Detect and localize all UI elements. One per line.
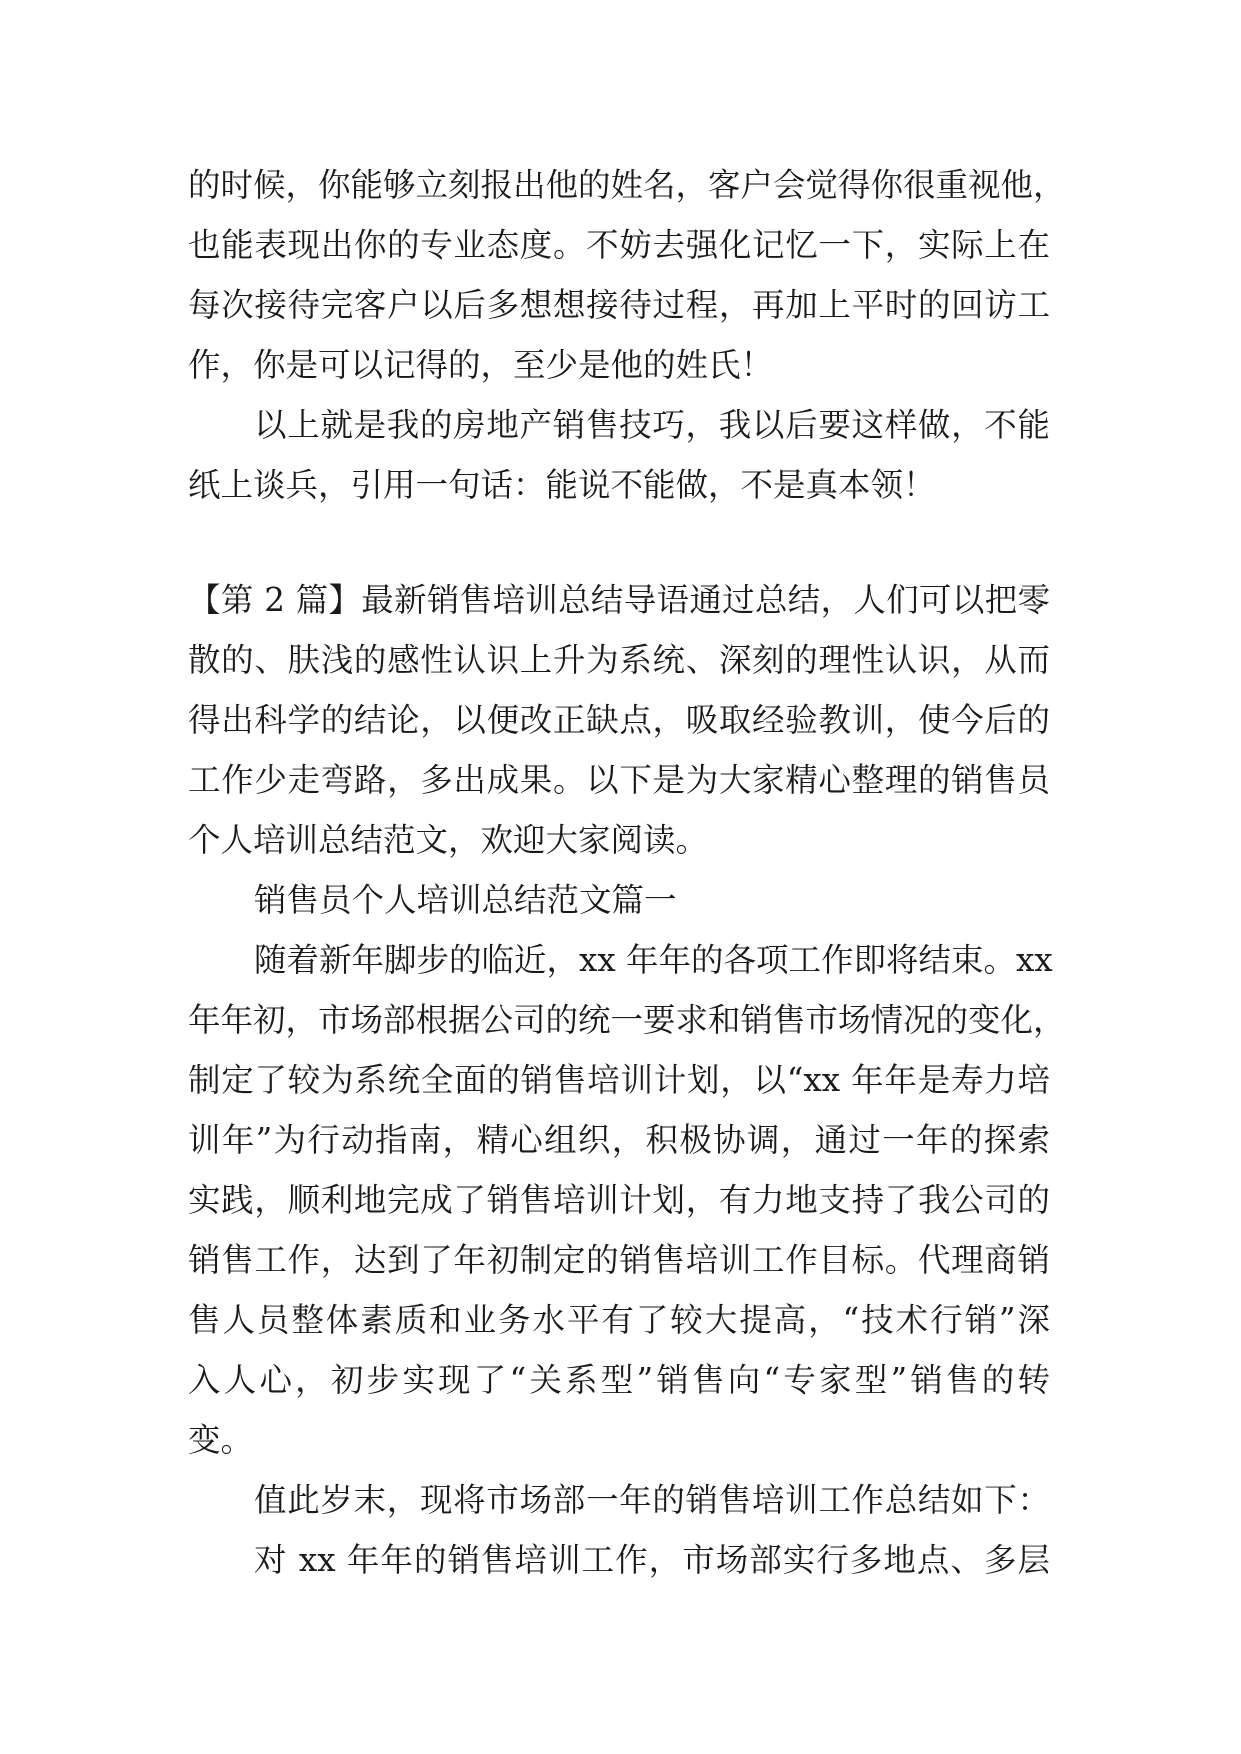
body-text-line: 作，你是可以记得的，至少是他的姓氏！ — [188, 346, 774, 384]
body-text-line: 工作少走弯路，多出成果。以下是为大家精心整理的销售员 — [188, 761, 1050, 799]
body-text-line: 得出科学的结论，以便改正缺点，吸取经验教训，使今后的 — [188, 701, 1050, 739]
body-text-line: 售人员整体素质和业务水平有了较大提高，“技术行销”深 — [188, 1301, 1050, 1339]
body-text-line: 销售工作，达到了年初制定的销售培训工作目标。代理商销 — [188, 1241, 1050, 1279]
body-text-line: 变。 — [188, 1421, 254, 1459]
body-text-line: 值此岁末，现将市场部一年的销售培训工作总结如下： — [254, 1481, 1050, 1519]
body-text-line: 也能表现出你的专业态度。不妨去强化记忆一下，实际上在 — [188, 226, 1050, 264]
body-text-line: 入人心，初步实现了“关系型”销售向“专家型”销售的转 — [188, 1361, 1050, 1399]
article-heading-line: 【第 2 篇】最新销售培训总结导语通过总结，人们可以把零 — [188, 581, 1050, 619]
subheading: 销售员个人培训总结范文篇一 — [254, 881, 677, 919]
body-text-line: 对 xx 年年的销售培训工作，市场部实行多地点、多层 — [254, 1541, 1050, 1579]
body-text-line: 年年初，市场部根据公司的统一要求和销售市场情况的变化， — [188, 1001, 1066, 1039]
body-text-line: 制定了较为系统全面的销售培训计划，以“xx 年年是寿力培 — [188, 1061, 1050, 1099]
body-text-line: 以上就是我的房地产销售技巧，我以后要这样做，不能 — [254, 406, 1050, 444]
body-text-line: 个人培训总结范文，欢迎大家阅读。 — [188, 821, 709, 859]
body-text-line: 随着新年脚步的临近，xx 年年的各项工作即将结束。xx — [254, 941, 1053, 979]
body-text-line: 训年”为行动指南，精心组织，积极协调，通过一年的探索 — [188, 1121, 1050, 1159]
body-text-line: 的时候，你能够立刻报出他的姓名，客户会觉得你很重视他， — [188, 166, 1066, 204]
body-text-line: 散的、肤浅的感性认识上升为系统、深刻的理性认识，从而 — [188, 641, 1050, 679]
body-text-line: 纸上谈兵，引用一句话：能说不能做，不是真本领！ — [188, 466, 936, 504]
body-text-line: 每次接待完客户以后多想想接待过程，再加上平时的回访工 — [188, 286, 1050, 324]
body-text-line: 实践，顺利地完成了销售培训计划，有力地支持了我公司的 — [188, 1181, 1050, 1219]
